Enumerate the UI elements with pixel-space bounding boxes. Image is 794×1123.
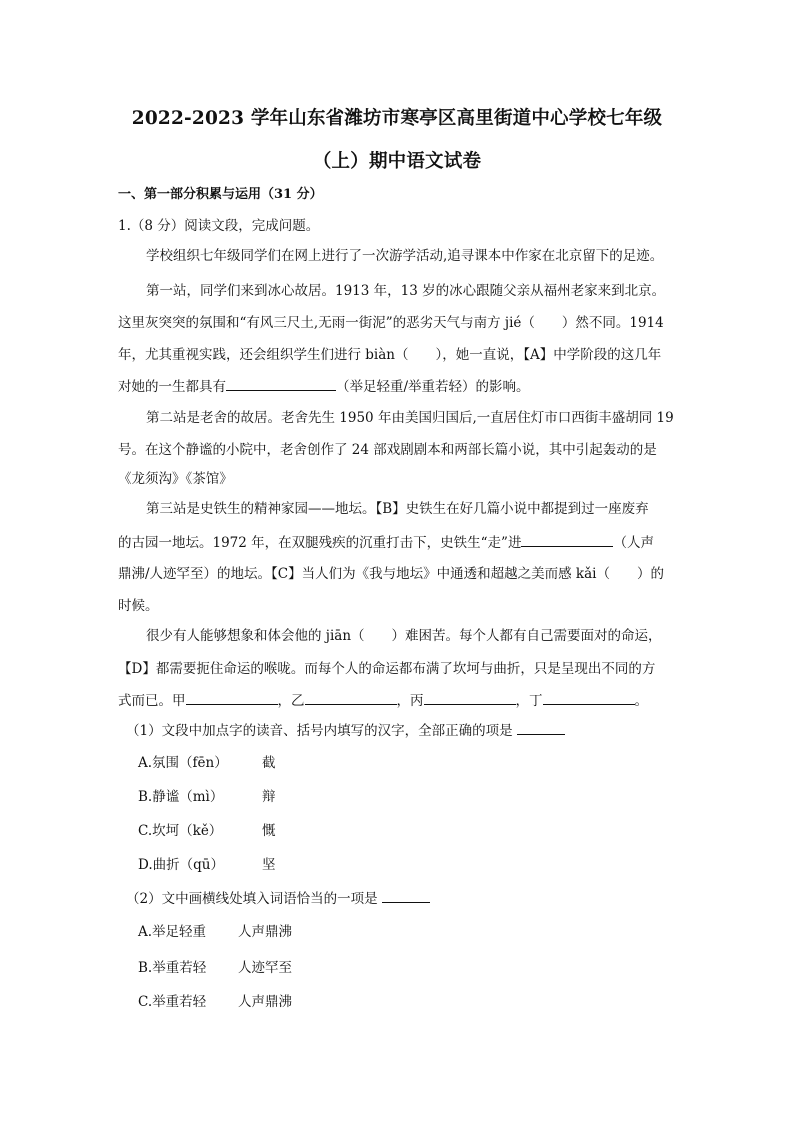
text-fragment: 的古园一地坛。1972 年，在双腿残疾的沉重打击下，史铁生“走”进 bbox=[118, 535, 522, 551]
passage-paragraph-3-line-3: 《龙须沟》《茶馆》 bbox=[118, 471, 233, 487]
sub1-option-c-char: 慨 bbox=[262, 823, 276, 839]
text-fragment: （2）文中画横线处填入词语恰当的一项是 bbox=[126, 891, 378, 907]
passage-paragraph-4-line-4: 时候。 bbox=[118, 598, 159, 614]
sub1-option-d-char: 坚 bbox=[262, 857, 276, 873]
section-heading: 一、第一部分积累与运用（31 分） bbox=[118, 187, 323, 202]
fill-blank bbox=[226, 376, 336, 391]
answer-blank bbox=[382, 888, 430, 903]
answer-blank bbox=[517, 720, 565, 735]
passage-paragraph-4-line-1: 第三站是史铁生的精神家园——地坛。【B】史铁生在好几篇小说中都提到过一座废弃 bbox=[146, 501, 649, 517]
sub2-option-c-word: 人声鼎沸 bbox=[238, 994, 292, 1010]
text-fragment: 对她的一生都具有 bbox=[118, 379, 226, 395]
passage-paragraph-3-line-2: 号。在这个静谧的小院中，老舍创作了 24 部戏剧剧本和两部长篇小说，其中引起轰动的是 bbox=[118, 442, 657, 458]
text-fragment: （1）文段中加点字的读音、括号内填写的汉字，全部正确的项是 bbox=[126, 723, 513, 739]
sub1-option-a-char: 截 bbox=[262, 755, 276, 771]
fill-blank bbox=[521, 532, 613, 547]
passage-paragraph-2-line-2: 这里灰突突的氛围和“有风三尺土,无雨一街泥”的恶劣天气与南方 jié（ ）然不同。1914 bbox=[118, 315, 664, 331]
sub1-option-c: C.坎坷（kě） bbox=[138, 823, 223, 839]
passage-paragraph-2-line-4 bbox=[118, 376, 688, 397]
passage-paragraph-5-line-1: 很少有人能够想象和体会他的 jiān（ ）难困苦。每个人都有自己需要面对的命运， bbox=[146, 628, 662, 644]
text-fragment: 。 bbox=[634, 693, 648, 709]
sub2-option-a: A.举足轻重 bbox=[138, 924, 207, 940]
exam-title-line-2: （上）期中语文试卷 bbox=[312, 151, 482, 172]
passage-paragraph-2-line-3: 年，尤其重视实践，还会组织学生们进行 biàn（ ），她一直说，【A】中学阶段的这几年 bbox=[118, 347, 662, 363]
sub2-option-b: B.举重若轻 bbox=[138, 960, 207, 976]
sub1-option-b-char: 辩 bbox=[262, 789, 276, 805]
text-fragment: ，乙 bbox=[277, 693, 305, 709]
passage-paragraph-1: 学校组织七年级同学们在网上进行了一次游学活动,追寻课本中作家在北京留下的足迹。 bbox=[146, 248, 664, 264]
sub1-option-d: D.曲折（qū） bbox=[138, 857, 224, 873]
passage-paragraph-4-line-3: 鼎沸/人迹罕至）的地坛。【C】当人们为《我与地坛》中通透和超越之美而感 kǎi（ ）的 bbox=[118, 566, 664, 582]
fill-blank bbox=[543, 690, 635, 705]
exam-title-line-1: 2022-2023 学年山东省潍坊市寒亭区高里街道中心学校七年级 bbox=[131, 108, 663, 129]
sub2-option-b-word: 人迹罕至 bbox=[238, 960, 292, 976]
sub2-option-c: C.举重若轻 bbox=[138, 994, 207, 1010]
sub1-option-b: B.静谧（mì） bbox=[138, 789, 224, 805]
text-fragment: （举足轻重/举重若轻）的影响。 bbox=[336, 379, 530, 395]
subquestion-1-stem bbox=[126, 720, 696, 741]
passage-paragraph-4-line-2 bbox=[118, 532, 688, 553]
sub2-option-a-word: 人声鼎沸 bbox=[238, 924, 292, 940]
fill-blank bbox=[186, 690, 278, 705]
subquestion-2-stem bbox=[126, 888, 696, 909]
passage-paragraph-5-line-2: 【D】都需要扼住命运的喉咙。而每个人的命运都布满了坎坷与曲折，只是呈现出不同的方 bbox=[118, 661, 656, 677]
text-fragment: ，丙 bbox=[396, 693, 424, 709]
text-fragment: （人声 bbox=[613, 535, 654, 551]
text-fragment: ，丁 bbox=[515, 693, 543, 709]
question-1-stem: 1.（8 分）阅读文段，完成问题。 bbox=[118, 218, 320, 234]
passage-paragraph-2-line-1: 第一站，同学们来到冰心故居。1913 年，13 岁的冰心跟随父亲从福州老家来到北京。 bbox=[146, 283, 666, 299]
passage-paragraph-5-line-3 bbox=[118, 690, 688, 711]
text-fragment: 式而已。甲 bbox=[118, 693, 186, 709]
fill-blank bbox=[305, 690, 397, 705]
passage-paragraph-3-line-1: 第二站是老舍的故居。老舍先生 1950 年由美国归国后,一直居住灯市口西街丰盛胡同 19 bbox=[146, 410, 674, 426]
sub1-option-a: A.氛围（fēn） bbox=[138, 755, 228, 771]
fill-blank bbox=[424, 690, 516, 705]
